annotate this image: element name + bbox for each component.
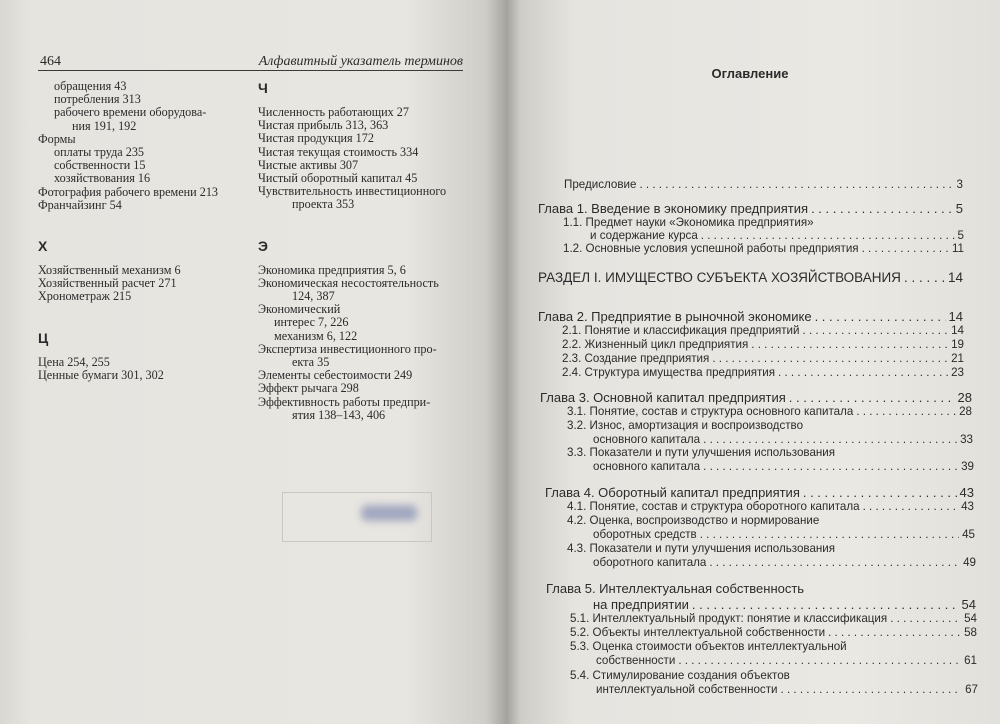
index-entry: Эффект рычага 298 (258, 381, 359, 396)
toc-entry-3-1: 3.1. Понятие, состав и структура основного капитала . . . 28 (567, 405, 972, 418)
toc-entry-3-2: основного капитала . . . 33 (593, 433, 973, 446)
toc-section-1: РАЗДЕЛ I. ИМУЩЕСТВО СУБЪЕКТА ХОЗЯЙСТВОВАНИЯ . . . 14 (538, 270, 963, 285)
index-entry: Чистый оборотный капитал 45 (258, 171, 418, 186)
index-entry: рабочего времени оборудова- (54, 105, 207, 120)
toc-entry-chapter-3: Глава 3. Основной капитал предприятия . . . 28 (540, 390, 972, 405)
index-entry: Ценные бумаги 301, 302 (38, 367, 164, 382)
index-entry: хозяйствования 16 (54, 171, 151, 186)
index-entry: Цена 254, 255 (38, 354, 110, 369)
index-entry: механизм 6, 122 (274, 328, 358, 343)
index-entry: Чистая текущая стоимость 334 (258, 144, 419, 159)
toc-title: Оглавление (711, 66, 789, 81)
index-entry: Формы (38, 131, 76, 146)
index-entry: ния 191, 192 (72, 118, 137, 133)
index-entry: Чистые активы 307 (258, 157, 359, 172)
library-stamp (282, 492, 432, 542)
toc-entry-4-2-line1: 4.2. Оценка, воспроизводство и нормирование (567, 514, 820, 527)
toc-entry-5-4: интеллектуальной собственности . . . 67 (596, 683, 978, 696)
stamp-ink (361, 505, 417, 521)
toc-entry-1-1: и содержание курса . . . 5 (590, 229, 964, 242)
toc-entry-3-3: основного капитала . . . 39 (593, 460, 974, 473)
running-header (38, 54, 463, 71)
index-entry: Хронометраж 215 (38, 289, 132, 304)
toc-entry-preface: Предисловие . . . 3 (564, 178, 963, 191)
toc-entry-2-1: 2.1. Понятие и классификация предприятий . . . 14 (562, 324, 964, 337)
index-entry: обращения 43 (54, 79, 127, 93)
index-entry: Чистая прибыль 313, 363 (258, 118, 389, 133)
toc-entry-4-3: оборотного капитала . . . 49 (593, 556, 976, 569)
toc-entry-5-3: собственности . . . 61 (596, 654, 977, 667)
index-entry: Экономическая несостоятельность (258, 275, 439, 290)
toc-entry-4-1: 4.1. Понятие, состав и структура оборотного капитала . . . 43 (567, 500, 974, 513)
index-entry: Чувствительность инвестиционного (258, 184, 447, 199)
index-entry: собственности 15 (54, 158, 146, 173)
index-entry: интерес 7, 226 (274, 315, 349, 330)
toc-entry-5-1: 5.1. Интеллектуальный продукт: понятие и классификация . . . 54 (570, 612, 977, 625)
index-entry: Элементы себестоимости 249 (258, 368, 413, 383)
index-entry: Экономический (258, 302, 341, 317)
index-entry: Экспертиза инвестиционного про- (258, 341, 437, 356)
toc-entry-chapter-5-line1: Глава 5. Интеллектуальная собственность (546, 581, 805, 596)
toc-entry-2-3: 2.3. Создание предприятия . . . 21 (562, 352, 964, 365)
index-entry: проекта 353 (292, 197, 355, 212)
index-entry: потребления 313 (54, 92, 141, 107)
toc-entry-3-3-line1: 3.3. Показатели и пути улучшения использования (567, 446, 836, 459)
index-entry: ятия 138–143, 406 (292, 407, 386, 422)
index-entry: Франчайзинг 54 (38, 197, 122, 212)
index-entry: Численность работающих 27 (258, 105, 409, 119)
index-entry: Хозяйственный расчет 271 (38, 276, 177, 291)
index-letter-ts: Ц (38, 329, 49, 346)
toc-entry-4-3-line1: 4.3. Показатели и пути улучшения использования (567, 542, 836, 555)
toc-entry-3-2-line1: 3.2. Износ, амортизация и воспроизводство (567, 419, 804, 432)
toc-entry-1-2: 1.2. Основные условия успешной работы предприятия . . . 11 (563, 242, 964, 255)
toc-entry-2-2: 2.2. Жизненный цикл предприятия . . . 19 (562, 338, 964, 351)
index-letter-ch: Ч (258, 80, 268, 96)
index-entry: Фотография рабочего времени 213 (38, 184, 219, 199)
toc-entry-chapter-1: Глава 1. Введение в экономику предприятия . . . 5 (538, 201, 963, 216)
running-title: Алфавитный указатель терминов (258, 54, 463, 69)
index-entry: 124, 387 (292, 289, 335, 304)
page-number: 464 (40, 54, 61, 69)
toc-entry-chapter-2: Глава 2. Предприятие в рыночной экономике . . . 14 (538, 309, 963, 324)
index-entry: екта 35 (292, 355, 330, 370)
toc-entry-2-4: 2.4. Структура имущества предприятия . . . 23 (562, 366, 964, 379)
index-column-right (258, 80, 478, 422)
toc-entry-4-2: оборотных средств . . . 45 (593, 528, 975, 541)
index-entry: Эффективность работы предпри- (258, 394, 431, 409)
index-entry: оплаты труда 235 (54, 145, 145, 160)
toc-entry-chapter-5: на предприятии . . . 54 (593, 597, 976, 612)
index-letter-x: Х (38, 238, 48, 255)
index-letter-e: Э (258, 237, 268, 254)
toc-entry-5-3-line1: 5.3. Оценка стоимости объектов интеллектуальной (570, 640, 847, 653)
index-entry: Хозяйственный механизм 6 (38, 263, 181, 278)
toc-entry-5-2: 5.2. Объекты интеллектуальной собственности . . . 58 (570, 626, 977, 639)
index-entry: Чистая продукция 172 (258, 131, 374, 146)
index-entry: Экономика предприятия 5, 6 (258, 262, 406, 277)
index-column-left (38, 80, 248, 382)
toc-entry-chapter-4: Глава 4. Оборотный капитал предприятия . . . 43 (545, 485, 974, 500)
toc-entry-1-1-line1: 1.1. Предмет науки «Экономика предприятия» (563, 216, 814, 229)
toc-entry-5-4-line1: 5.4. Стимулирование создания объектов (570, 669, 790, 682)
